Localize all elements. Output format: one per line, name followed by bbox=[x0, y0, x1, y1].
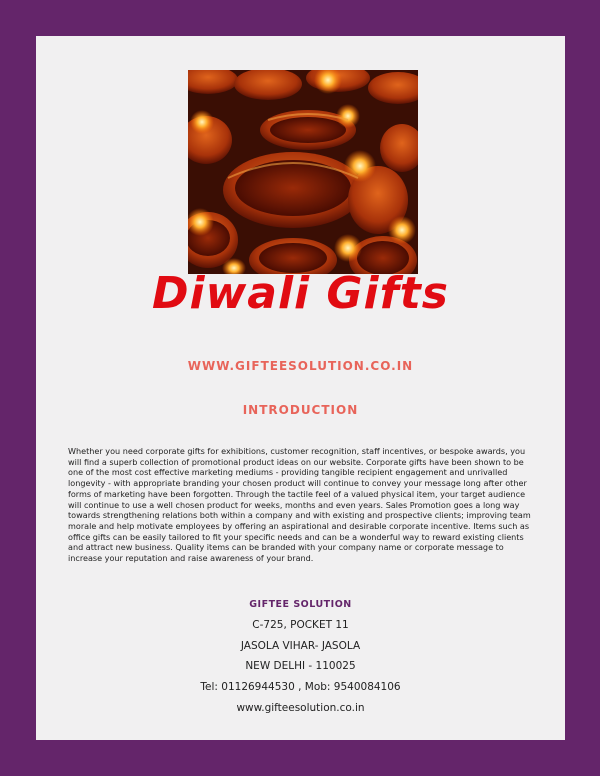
address-line-2: JASOLA VIHAR- JASOLA bbox=[240, 640, 361, 652]
diya-lamps-photo bbox=[188, 70, 418, 274]
introduction-heading: INTRODUCTION bbox=[242, 403, 359, 417]
introduction-paragraph: Whether you need corporate gifts for exhibitions, customer recognition, staff incentives, or bespoke awards, you will find a superb collection of promotional product ideas on our website. Corporate gifts have been shown to be one of the most cost effective marketing mediums - providing tangible recipient engagement and unrivalled longevity - with appropriate branding your chosen product will continue to convey your message long after other forms of marketing have been forgotten. Through the tactile feel of a valued physical item, your target audience will continue to use a well chosen product for weeks, months and even years. Sales Promotion goes a long way towards strengthening relations both within a company and with existing and prospective clients; improving team morale and help motivate employees by offering an aspirational and desirable corporate incentive. Items such as office gifts can be easily tailored to fit your specific needs and can be a wonderful way to reward existing clients and attract new business. Quality items can be branded with your company name or corporate message to increase your reputation and raise awareness of your brand. bbox=[68, 446, 531, 564]
address-city: NEW DELHI - 110025 bbox=[245, 660, 356, 672]
company-name: GIFTEE SOLUTION bbox=[249, 599, 352, 610]
address-line-1: C-725, POCKET 11 bbox=[252, 619, 349, 631]
contact-phone: Tel: 01126944530 , Mob: 9540084106 bbox=[200, 681, 401, 693]
contact-website: www.gifteesolution.co.in bbox=[236, 702, 365, 714]
website-heading: WWW.GIFTEESOLUTION.CO.IN bbox=[187, 359, 414, 373]
document-title: Diwali Gifts bbox=[152, 268, 449, 319]
document-page bbox=[36, 36, 565, 740]
